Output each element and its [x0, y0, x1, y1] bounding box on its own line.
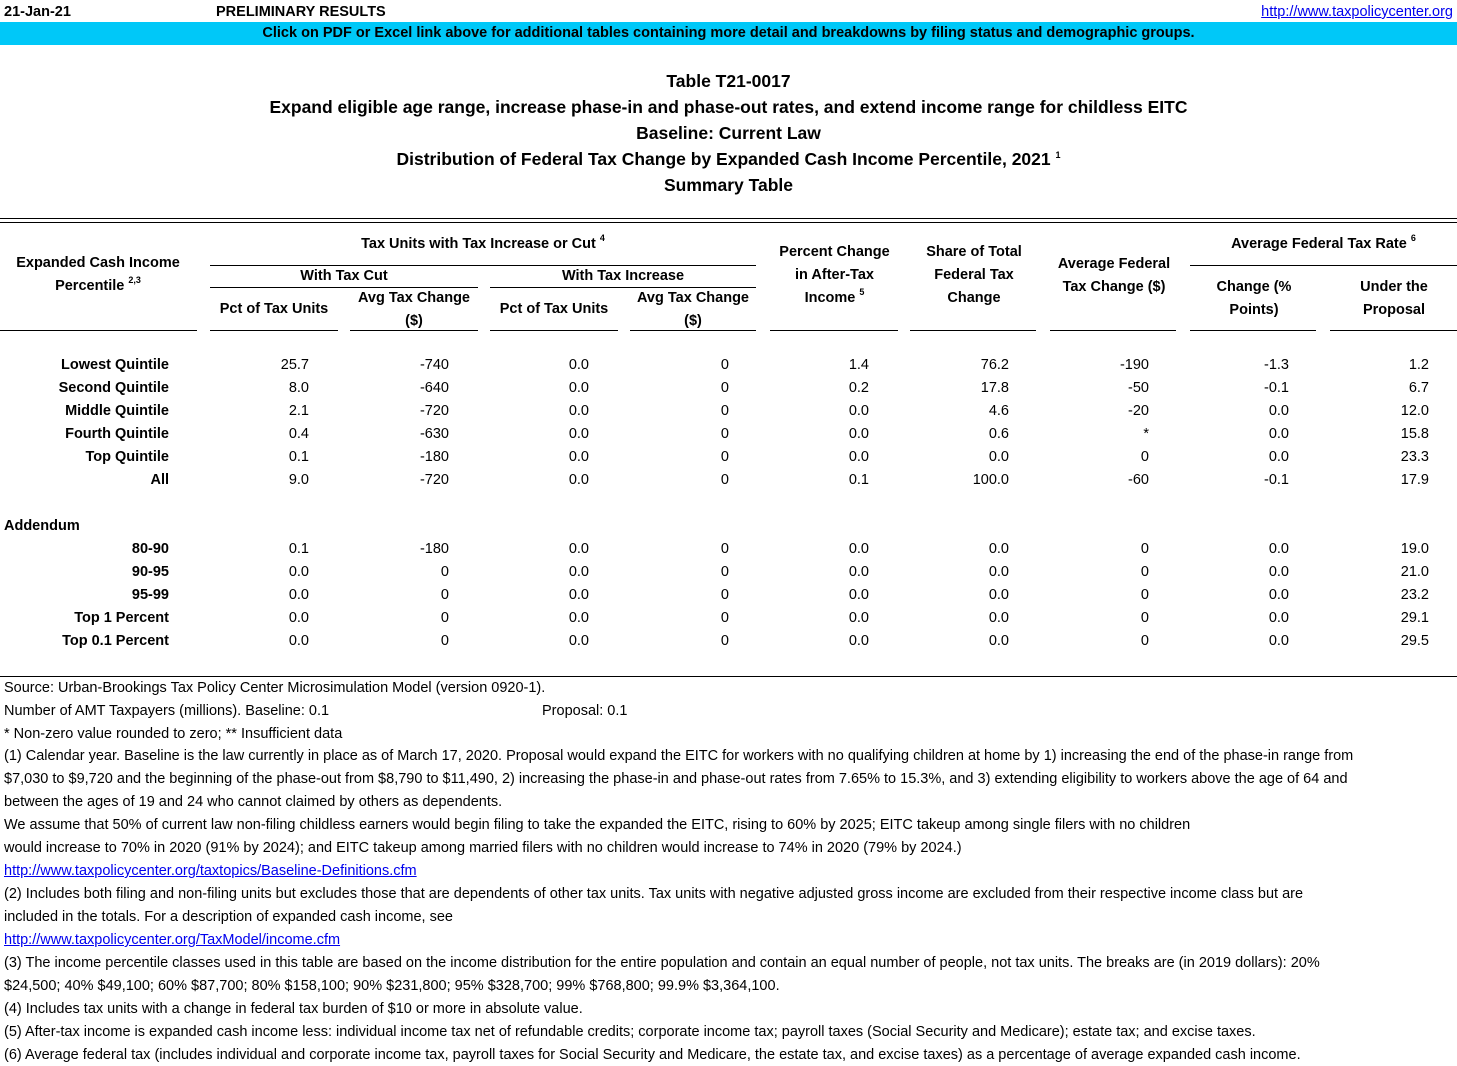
table-cell: 0	[720, 564, 729, 580]
table-cell: 0.0	[288, 610, 309, 626]
table-cell: -630	[419, 426, 449, 442]
footnote-1-line2: $7,030 to $9,720 and the beginning of the phase-out from $8,790 to $11,490, 2) increasing the phase-in and phase-out rates from 7.65% to 15.3%, and 3) extending eligibility to workers above the age of 64 and	[4, 771, 1348, 787]
table-cell: 0.0	[848, 587, 869, 603]
table-cell: 0.0	[848, 541, 869, 557]
footnote-1-line3: between the ages of 19 and 24 who cannot claimed by others as dependents.	[4, 794, 503, 810]
baseline-title: Baseline: Current Law	[636, 123, 821, 143]
amt-note: Number of AMT Taxpayers (millions). Baseline: 0.1	[4, 703, 330, 719]
table-cell: 29.5	[1400, 633, 1429, 649]
table-cell: 0.0	[1268, 426, 1289, 442]
table-cell: -190	[1119, 357, 1149, 373]
table-cell: 0	[1140, 587, 1149, 603]
row-label: 90-95	[131, 564, 169, 580]
col-under-proposal: Under the Proposal	[1360, 279, 1428, 318]
col-inc-avg-change: Avg Tax Change ($)	[637, 290, 749, 329]
table-cell: 0	[720, 633, 729, 649]
status-label: PRELIMINARY RESULTS	[216, 4, 386, 20]
table-cell: 0.0	[988, 610, 1009, 626]
table-cell: -0.1	[1264, 472, 1289, 488]
table-cell: 0	[1140, 633, 1149, 649]
footnote-2-line1: (2) Includes both filing and non-filing units but excludes those that are dependents of other tax units. Tax units with negative adjusted gross income are excluded from their respective income class but are	[4, 886, 1304, 902]
footnote-3-line2: $24,500; 40% $49,100; 60% $87,700; 80% $158,100; 90% $231,800; 95% $328,700; 99% $768,800; 99.9% $3,364,100.	[4, 978, 780, 994]
table-cell: 0.0	[1268, 449, 1289, 465]
footnote-4: (4) Includes tax units with a change in federal tax burden of $10 or more in absolute value.	[4, 1001, 583, 1017]
col-cut-avg-change: Avg Tax Change ($)	[358, 290, 470, 329]
table-cell: 0.0	[848, 633, 869, 649]
site-link[interactable]: http://www.taxpolicycenter.org	[1261, 4, 1453, 20]
table-cell: 0.1	[288, 541, 309, 557]
table-cell: 0.0	[848, 403, 869, 419]
table-cell: 0.0	[288, 633, 309, 649]
table-cell: 0	[440, 564, 449, 580]
rule	[770, 330, 898, 331]
table-cell: 100.0	[972, 472, 1009, 488]
table-cell: 0	[1140, 564, 1149, 580]
table-cell: 4.6	[988, 403, 1009, 419]
table-cell: 0.0	[1268, 610, 1289, 626]
table-cell: 6.7	[1408, 380, 1429, 396]
table-cell: -720	[419, 472, 449, 488]
distribution-title: Distribution of Federal Tax Change by Expanded Cash Income Percentile, 2021 $^1$	[396, 149, 1061, 169]
rule	[910, 330, 1036, 331]
table-cell: 0	[720, 610, 729, 626]
banner-text: Click on PDF or Excel link above for additional tables containing more detail and breakdowns by filing status and demographic groups.	[262, 25, 1195, 41]
table-id: Table T21-0017	[666, 71, 791, 91]
rule	[1190, 265, 1457, 266]
col-pct-change-after-tax: Percent Change in After-Tax Income $^5$	[779, 244, 890, 306]
table-cell: 1.2	[1408, 357, 1429, 373]
table-cell: 0	[440, 587, 449, 603]
table-cell: 0	[720, 403, 729, 419]
baseline-definitions-link[interactable]: http://www.taxpolicycenter.org/taxtopics/Baseline-Definitions.cfm	[4, 863, 417, 879]
col-cut-pct-units: Pct of Tax Units	[219, 301, 329, 317]
footnote-2-line2: included in the totals. For a description of expanded cash income, see	[4, 909, 453, 925]
rule	[630, 330, 756, 331]
table-cell: 0	[1140, 610, 1149, 626]
table-cell: 0.0	[1268, 541, 1289, 557]
table-cell: *	[1143, 426, 1149, 442]
table-cell: 25.7	[280, 357, 309, 373]
table-cell: 0	[720, 380, 729, 396]
col-with-tax-increase: With Tax Increase	[561, 268, 685, 284]
table-cell: -640	[419, 380, 449, 396]
footnote-1-line5: would increase to 70% in 2020 (91% by 2024); and EITC takeup among married filers with no children would increase to 74% in 2020 (79% by 2024.)	[4, 840, 962, 856]
row-label: Top 1 Percent	[74, 610, 169, 626]
row-label: Top 0.1 Percent	[62, 633, 169, 649]
amt-proposal: Proposal: 0.1	[542, 703, 628, 719]
row-label: 80-90	[131, 541, 169, 557]
table-cell: 0.0	[568, 426, 589, 442]
table-cell: 12.0	[1400, 403, 1429, 419]
footnote-1-line1: (1) Calendar year. Baseline is the law currently in place as of March 17, 2020. Proposal would expand the EITC for workers with no qualifying children at home by 1) increasing the end of the phase-in range from	[4, 748, 1354, 764]
table-cell: 0	[1140, 449, 1149, 465]
table-cell: 0	[720, 541, 729, 557]
table-cell: 0.0	[568, 403, 589, 419]
footnote-3-line1: (3) The income percentile classes used in this table are based on the income distribution for the entire population and contain an equal number of people, not tax units. The breaks are (in 2019 dollars): 20%	[4, 955, 1320, 971]
table-cell: 0	[720, 472, 729, 488]
row-label: Lowest Quintile	[61, 357, 169, 373]
source-note: Source: Urban-Brookings Tax Policy Center Microsimulation Model (version 0920-1).	[4, 680, 546, 696]
table-cell: 0.0	[988, 564, 1009, 580]
table-cell: 0.0	[568, 541, 589, 557]
table-cell: 2.1	[288, 403, 309, 419]
table-cell: 0	[440, 633, 449, 649]
income-definition-link[interactable]: http://www.taxpolicycenter.org/TaxModel/income.cfm	[4, 932, 341, 948]
top-rule-2	[0, 222, 1457, 223]
table-cell: 0	[720, 449, 729, 465]
col-avg-rate-group: Average Federal Tax Rate $^6$	[1231, 233, 1416, 252]
table-cell: 0.0	[848, 426, 869, 442]
row-label: All	[150, 472, 169, 488]
table-cell: 0.0	[568, 610, 589, 626]
table-cell: -20	[1128, 403, 1149, 419]
row-label: Top Quintile	[85, 449, 169, 465]
table-cell: 0	[1140, 541, 1149, 557]
table-cell: 0.0	[568, 564, 589, 580]
row-label: Middle Quintile	[65, 403, 169, 419]
table-cell: 8.0	[288, 380, 309, 396]
table-cell: 0.0	[568, 357, 589, 373]
rule	[350, 330, 478, 331]
table-cell: 0	[720, 426, 729, 442]
table-cell: 0.0	[568, 449, 589, 465]
col-inc-pct-units: Pct of Tax Units	[499, 301, 609, 317]
bottom-rule	[0, 676, 1457, 677]
table-cell: 0.0	[848, 449, 869, 465]
rule	[490, 330, 618, 331]
row-label: Second Quintile	[58, 380, 169, 396]
col-avg-fed-change: Average Federal Tax Change ($)	[1057, 256, 1171, 295]
table-cell: 0.0	[988, 449, 1009, 465]
table-cell: -180	[419, 449, 449, 465]
summary-title: Summary Table	[663, 175, 794, 195]
table-cell: 0.6	[988, 426, 1009, 442]
legend-note: * Non-zero value rounded to zero; ** Insufficient data	[4, 726, 343, 742]
table-cell: 0.0	[288, 587, 309, 603]
row-label: 95-99	[131, 587, 169, 603]
table-cell: 0.0	[568, 380, 589, 396]
footnote-5: (5) After-tax income is expanded cash income less: individual income tax net of refundable credits; corporate income tax; payroll taxes (Social Security and Medicare); estate tax; and excise taxes.	[4, 1024, 1256, 1040]
table-cell: 0.2	[848, 380, 869, 396]
table-cell: 0.0	[988, 541, 1009, 557]
row-label: Fourth Quintile	[65, 426, 169, 442]
col-percentile: Expanded Cash Income Percentile $^{2,3}$	[16, 255, 180, 294]
report-date: 21-Jan-21	[4, 4, 71, 20]
table-cell: 1.4	[848, 357, 869, 373]
col-change-points: Change (% Points)	[1216, 279, 1292, 318]
table-cell: 0.4	[288, 426, 309, 442]
table-cell: -1.3	[1264, 357, 1289, 373]
table-cell: -0.1	[1264, 380, 1289, 396]
table-cell: -50	[1128, 380, 1149, 396]
table-cell: 21.0	[1400, 564, 1429, 580]
table-cell: 15.8	[1400, 426, 1429, 442]
rule	[210, 330, 338, 331]
table-cell: 0.0	[1268, 633, 1289, 649]
table-cell: 0.0	[568, 633, 589, 649]
rule	[1190, 330, 1316, 331]
addendum-label: Addendum	[4, 518, 80, 534]
table-cell: 23.3	[1400, 449, 1429, 465]
table-cell: -180	[419, 541, 449, 557]
table-cell: -60	[1128, 472, 1149, 488]
table-cell: 23.2	[1400, 587, 1429, 603]
table-cell: 0	[720, 357, 729, 373]
table-cell: -740	[419, 357, 449, 373]
table-cell: 0.0	[988, 633, 1009, 649]
table-cell: 0.0	[988, 587, 1009, 603]
table-cell: 17.9	[1400, 472, 1429, 488]
table-cell: 0.0	[848, 610, 869, 626]
footnote-1-line4: We assume that 50% of current law non-filing childless earners would begin filing to take the expanded the EITC, rising to 60% by 2025; EITC takeup among single filers with no children	[4, 817, 1191, 833]
table-cell: 0.1	[848, 472, 869, 488]
rule	[0, 330, 197, 331]
table-cell: 0.0	[288, 564, 309, 580]
table-cell: 0	[720, 587, 729, 603]
col-share-total: Share of Total Federal Tax Change	[926, 244, 1022, 306]
table-cell: 0.0	[1268, 564, 1289, 580]
table-cell: 0.0	[848, 564, 869, 580]
table-cell: 76.2	[980, 357, 1009, 373]
table-description: Expand eligible age range, increase phase-in and phase-out rates, and extend income range for childless EITC	[269, 97, 1188, 117]
col-tax-units-group: Tax Units with Tax Increase or Cut $^4$	[361, 233, 605, 252]
table-cell: -720	[419, 403, 449, 419]
table-cell: 17.8	[980, 380, 1009, 396]
table-cell: 0.0	[568, 472, 589, 488]
info-banner	[0, 22, 1457, 45]
table-cell: 9.0	[288, 472, 309, 488]
table-cell: 0.0	[568, 587, 589, 603]
top-rule	[0, 218, 1457, 219]
table-cell: 29.1	[1400, 610, 1429, 626]
table-cell: 0.1	[288, 449, 309, 465]
table-cell: 0	[440, 610, 449, 626]
rule	[1050, 330, 1176, 331]
table-cell: 0.0	[1268, 403, 1289, 419]
table-cell: 19.0	[1400, 541, 1429, 557]
col-with-tax-cut: With Tax Cut	[300, 268, 388, 284]
rule	[1330, 330, 1457, 331]
table-cell: 0.0	[1268, 587, 1289, 603]
footnote-6: (6) Average federal tax (includes individual and corporate income tax, payroll taxes for Social Security and Medicare, the estate tax, and excise taxes) as a percentage of average expanded cash income.	[4, 1047, 1301, 1063]
